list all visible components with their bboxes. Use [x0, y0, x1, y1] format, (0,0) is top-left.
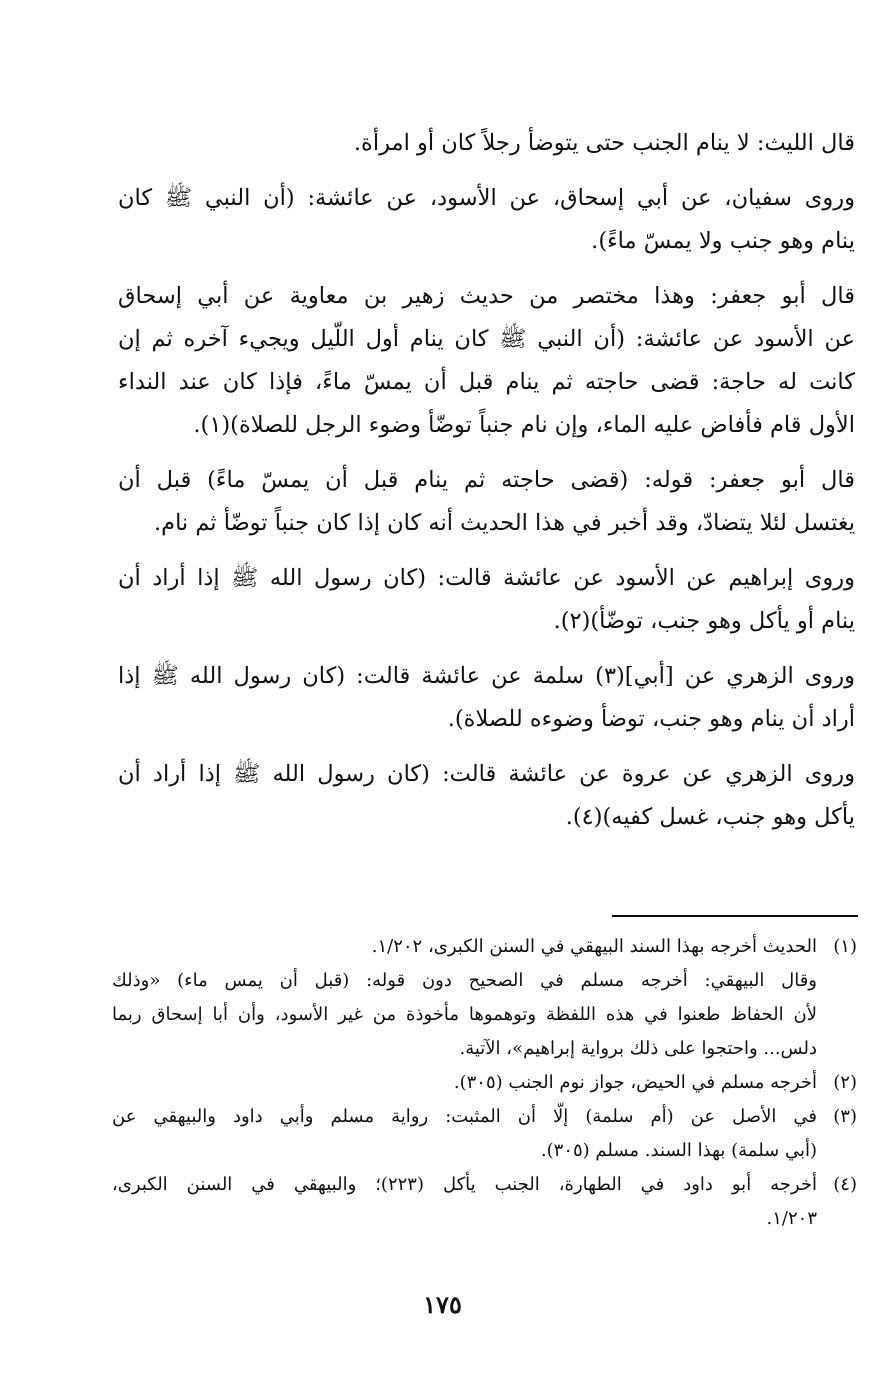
text-line: ينام أو يأكل وهو جنب، توضّأ)(٢).: [553, 608, 855, 634]
footnote-number: (٤): [833, 1174, 857, 1195]
text-line: في الأصل عن (أم سلمة) إلّا أن المثبت: رواية مسلم وأبي داود والبيهقي عن: [112, 1106, 817, 1127]
paragraph-5: [118, 557, 855, 643]
footnote-text: [112, 964, 817, 1066]
footnote-text: [112, 1168, 817, 1236]
paragraph-1: [118, 122, 855, 165]
footnote-3: [112, 1100, 857, 1168]
text-line: يغتسل لئلا يتضادّ، وقد أخبر في هذا الحديث أنه كان إذا كان جنباً توضّأ ثم نام.: [153, 510, 855, 536]
footnote-number: (٣): [833, 1106, 857, 1127]
footnote-1-continuation: [112, 964, 857, 1066]
footnote-text: [112, 1100, 817, 1168]
text-line: قال الليث: لا ينام الجنب حتى يتوضأ رجلاً كان أو امرأة.: [353, 130, 855, 156]
paragraph-2: [118, 177, 855, 263]
text-line: قال أبو جعفر: قوله: (قضى حاجته ثم ينام قبل أن يمسّ ماءً) قبل أن: [118, 467, 855, 493]
footnote-4: [112, 1168, 857, 1236]
text-line: الحديث أخرجه بهذا السند البيهقي في السنن الكبرى، ١/٢٠٢.: [371, 936, 817, 957]
text-line: وروى إبراهيم عن الأسود عن عائشة قالت: (كان رسول الله ﷺ إذا أراد أن: [118, 565, 855, 591]
footnote-divider: [612, 915, 858, 917]
footnote-number: (٢): [833, 1072, 857, 1093]
paragraph-3: [118, 275, 855, 447]
paragraph-6: [118, 655, 855, 741]
text-line: أراد أن ينام وهو جنب، توضأ وضوءه للصلاة).: [447, 706, 855, 732]
text-line: عن الأسود عن عائشة: (أن النبي ﷺ كان ينام أول اللّيل ويجيء آخره ثم إن: [118, 326, 855, 352]
text-line: كانت له حاجة: قضى حاجته ثم ينام قبل أن يمسّ ماءً، فإذا كان عند النداء: [118, 369, 855, 395]
text-line: الأول قام فأفاض عليه الماء، وإن نام جنباً توضّأ وضوء الرجل للصلاة)(١).: [193, 412, 855, 438]
page-number: ١٧٥: [423, 1290, 462, 1319]
footnote-1: [112, 930, 857, 964]
text-line: لأن الحفاظ طعنوا في هذه اللفظة وتوهموها مأخوذة من غير الأسود، وأن أبا إسحاق ربما: [112, 1004, 817, 1025]
text-line: أخرجه أبو داود في الطهارة، الجنب يأكل (٢٢٣)؛ والبيهقي في السنن الكبرى،: [112, 1174, 817, 1195]
footnote-text: [112, 930, 817, 964]
text-line: قال أبو جعفر: وهذا مختصر من حديث زهير بن معاوية عن أبي إسحاق: [118, 283, 855, 309]
paragraph-4: [118, 459, 855, 545]
text-line: ينام وهو جنب ولا يمسّ ماءً).: [591, 228, 855, 254]
text-line: ١/٢٠٣.: [766, 1208, 817, 1229]
footnote-text: [112, 1066, 817, 1100]
text-line: وروى الزهري عن [أبي](٣) سلمة عن عائشة قالت: (كان رسول الله ﷺ إذا: [118, 663, 855, 689]
text-line: وقال البيهقي: أخرجه مسلم في الصحيح دون قوله: (قبل أن يمس ماء) «وذلك: [112, 970, 817, 991]
text-line: (أبي سلمة) بهذا السند. مسلم (٣٠٥).: [540, 1140, 817, 1161]
footnotes: [112, 930, 857, 1236]
text-line: وروى سفيان، عن أبي إسحاق، عن الأسود، عن عائشة: (أن النبي ﷺ كان: [118, 185, 855, 211]
footnote-number: (١): [833, 936, 857, 957]
text-line: وروى الزهري عن عروة عن عائشة قالت: (كان رسول الله ﷺ إذا أراد أن: [118, 761, 855, 787]
paragraph-7: [118, 753, 855, 839]
text-line: دلس... واحتجوا على ذلك برواية إبراهيم»، الآتية.: [459, 1038, 817, 1059]
footnote-2: [112, 1066, 857, 1100]
main-text: [118, 122, 855, 851]
text-line: أخرجه مسلم في الحيض، جواز نوم الجنب (٣٠٥).: [453, 1072, 817, 1093]
text-line: يأكل وهو جنب، غسل كفيه)(٤).: [565, 804, 855, 830]
